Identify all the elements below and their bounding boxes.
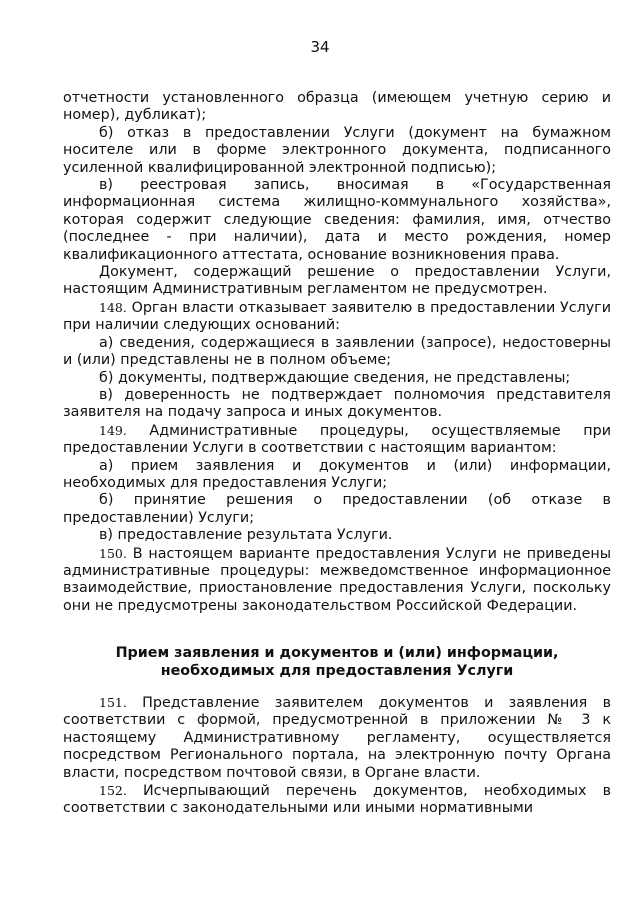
numbered-paragraph bbox=[63, 782, 611, 818]
numbered-paragraph bbox=[63, 545, 611, 616]
paragraph-text: в) предоставление результата Услуги. bbox=[99, 527, 393, 544]
paragraph bbox=[63, 335, 611, 370]
numbered-paragraph bbox=[63, 694, 611, 782]
document-body bbox=[63, 90, 611, 818]
paragraph-text: Административные процедуры, осуществляемые при предоставлении Услуги в соответствии с настоящим вариантом: bbox=[63, 422, 612, 457]
paragraph-number: 150. bbox=[99, 545, 127, 561]
section-heading: Прием заявления и документов и (или) информации, необходимых для предоставления Услуги bbox=[115, 645, 559, 679]
page-number: 34 bbox=[310, 38, 330, 56]
paragraph-number: 152. bbox=[99, 783, 127, 799]
paragraph-text: Представление заявителем документов и заявления в соответствии с формой, предусмотренной в приложении № 3 к настоящему Административному регламенту, осуществляется посредством Регионального портала, на электронную почту Органа власти, посредством почтовой связи, в Органе власти. bbox=[63, 695, 611, 781]
paragraph-text: В настоящем варианте предоставления Услуги не приведены административные процедуры: межведомственное информационное взаимодействие, приостановление предоставления Услуги, поскольку они не предусмотрены законодательством Российской Федерации. bbox=[63, 545, 611, 614]
paragraph-number: 151. bbox=[99, 695, 127, 710]
paragraph-text: б) документы, подтверждающие сведения, не представлены; bbox=[99, 369, 571, 386]
paragraph bbox=[63, 125, 611, 177]
paragraph-text: Документ, содержащий решение о предоставлении Услуги, настоящим Административным регламентом не предусмотрен. bbox=[63, 264, 611, 298]
paragraph-text: а) сведения, содержащиеся в заявлении (запросе), недостоверны и (или) представлены не в полном объеме; bbox=[63, 334, 611, 369]
paragraph bbox=[63, 387, 611, 422]
paragraph-text: в) доверенность не подтверждает полномочия представителя заявителя на подачу запроса и иных документов. bbox=[63, 386, 611, 421]
numbered-paragraph bbox=[63, 422, 611, 458]
paragraph-text: а) прием заявления и документов и (или) информации, необходимых для предоставления Услуги; bbox=[63, 457, 611, 491]
paragraph-text: в) реестровая запись, вносимая в «Государственная информационная система жилищно-коммунального хозяйства», которая содержит следующие сведения: фамилия, имя, отчество (последнее - при наличии), дата и место рождения, номер квалификационного аттестата, основание возникновения права. bbox=[63, 177, 611, 263]
paragraph-text: б) отказ в предоставлении Услуги (документ на бумажном носителе или в форме электронного документа, подписанного усиленной квалифицированной электронной подписью); bbox=[63, 124, 611, 176]
paragraph-text: отчетности установленного образца (имеющем учетную серию и номер), дубликат); bbox=[63, 90, 611, 124]
paragraph bbox=[63, 458, 611, 493]
paragraph-number: 149. bbox=[99, 422, 127, 438]
paragraph bbox=[63, 527, 611, 544]
paragraph-text: Исчерпывающий перечень документов, необходимых в соответствии с законодательными или иными нормативными bbox=[63, 783, 612, 817]
paragraph bbox=[63, 492, 611, 527]
paragraph bbox=[63, 264, 611, 299]
paragraph-text: Орган власти отказывает заявителю в предоставлении Услуги при наличии следующих оснований: bbox=[63, 299, 611, 334]
paragraph-number: 148. bbox=[99, 299, 127, 315]
paragraph bbox=[63, 177, 611, 264]
paragraph bbox=[63, 370, 611, 387]
paragraph bbox=[63, 90, 611, 125]
numbered-paragraph bbox=[63, 299, 611, 335]
paragraph-text: б) принятие решения о предоставлении (об отказе в предоставлении) Услуги; bbox=[63, 492, 611, 526]
